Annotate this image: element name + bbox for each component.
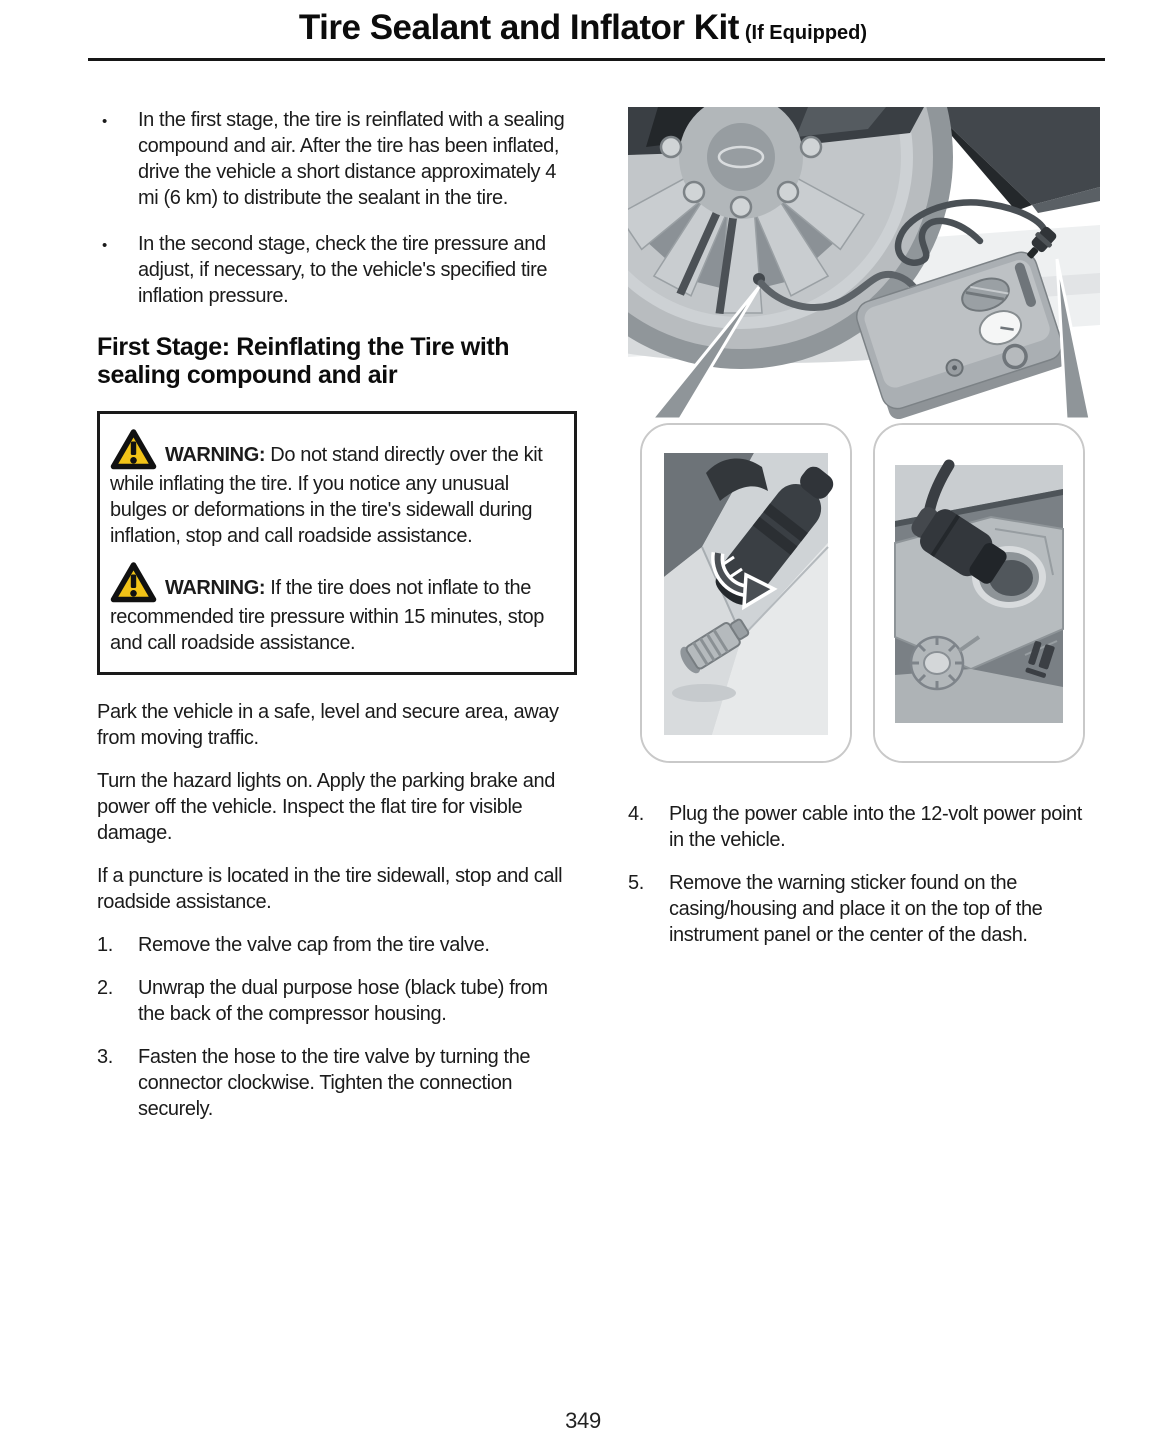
section-heading: First Stage: Reinflating the Tire with sealing compound and air	[97, 333, 510, 389]
power-plug-in-12-volt-socket-illustration	[873, 423, 1085, 763]
step-number: 2.	[97, 977, 113, 999]
step-text: Unwrap the dual purpose hose (black tube) from the back of the compressor housing.	[138, 977, 548, 1025]
left-column	[97, 107, 577, 1139]
warning-triangle-icon	[110, 561, 157, 604]
bullet-icon: •	[102, 237, 107, 254]
warning-item	[110, 561, 564, 656]
step-item	[628, 801, 1100, 853]
warning-text: If the tire does not inflate to the recommended tire pressure within 15 minutes, stop and call roadside assistance.	[110, 577, 544, 654]
warning-text: Do not stand directly over the kit while inflating the tire. If you notice any unusual bulges or deformations in the tire's sidewall during inflation, stop and call roadside assistance.	[110, 444, 543, 547]
step-number: 4.	[628, 803, 644, 825]
step-item	[97, 1044, 577, 1122]
step-number: 3.	[97, 1046, 113, 1068]
step-item	[628, 870, 1100, 948]
right-steps	[628, 801, 1100, 948]
page-title-suffix: (If Equipped)	[744, 22, 868, 44]
two-column-layout	[0, 107, 1166, 1139]
bullet-text: In the second stage, check the tire pressure and adjust, if necessary, to the vehicle's specified tire inflation pressure.	[138, 233, 548, 307]
header-divider	[88, 58, 1105, 61]
page-title: Tire Sealant and Inflator Kit	[298, 8, 739, 47]
step-number: 1.	[97, 934, 113, 956]
step-text: Remove the valve cap from the tire valve.	[138, 934, 490, 956]
step-number: 5.	[628, 872, 644, 894]
page-header	[0, 0, 1166, 61]
tire-and-inflator-kit-illustration	[628, 107, 1100, 419]
warning-label: WARNING:	[165, 577, 266, 599]
callout-row	[640, 423, 1100, 763]
warning-triangle-icon	[110, 428, 157, 471]
warning-item	[110, 428, 564, 549]
warning-label: WARNING:	[165, 444, 266, 466]
step-item	[97, 932, 577, 958]
step-text: Fasten the hose to the tire valve by turning the connector clockwise. Tighten the connection securely.	[138, 1046, 531, 1120]
step-item	[97, 975, 577, 1027]
valve-connector-graphic	[642, 425, 850, 761]
right-column	[628, 107, 1100, 1139]
paragraph: Turn the hazard lights on. Apply the parking brake and power off the vehicle. Inspect the flat tire for visible damage.	[97, 770, 555, 844]
power-plug-graphic	[875, 425, 1083, 761]
warning-box	[97, 411, 577, 675]
paragraph: Park the vehicle in a safe, level and secure area, away from moving traffic.	[97, 701, 559, 749]
bullet-text: In the first stage, the tire is reinflated with a sealing compound and air. After the tire has been inflated, drive the vehicle a short distance approximately 4 mi (6 km) to distribute the sealant in the tire.	[138, 109, 565, 209]
page-number: 349	[565, 1408, 601, 1433]
list-item	[97, 107, 577, 211]
tire-and-inflator-kit-graphic	[628, 107, 1100, 419]
bullet-icon: •	[102, 113, 107, 130]
paragraph: If a puncture is located in the tire sidewall, stop and call roadside assistance.	[97, 865, 563, 913]
list-item	[97, 231, 577, 309]
step-text: Plug the power cable into the 12-volt power point in the vehicle.	[669, 803, 1082, 851]
step-text: Remove the warning sticker found on the casing/housing and place it on the top of the instrument panel or the center of the dash.	[669, 872, 1043, 946]
hose-connector-on-tire-valve-illustration	[640, 423, 852, 763]
